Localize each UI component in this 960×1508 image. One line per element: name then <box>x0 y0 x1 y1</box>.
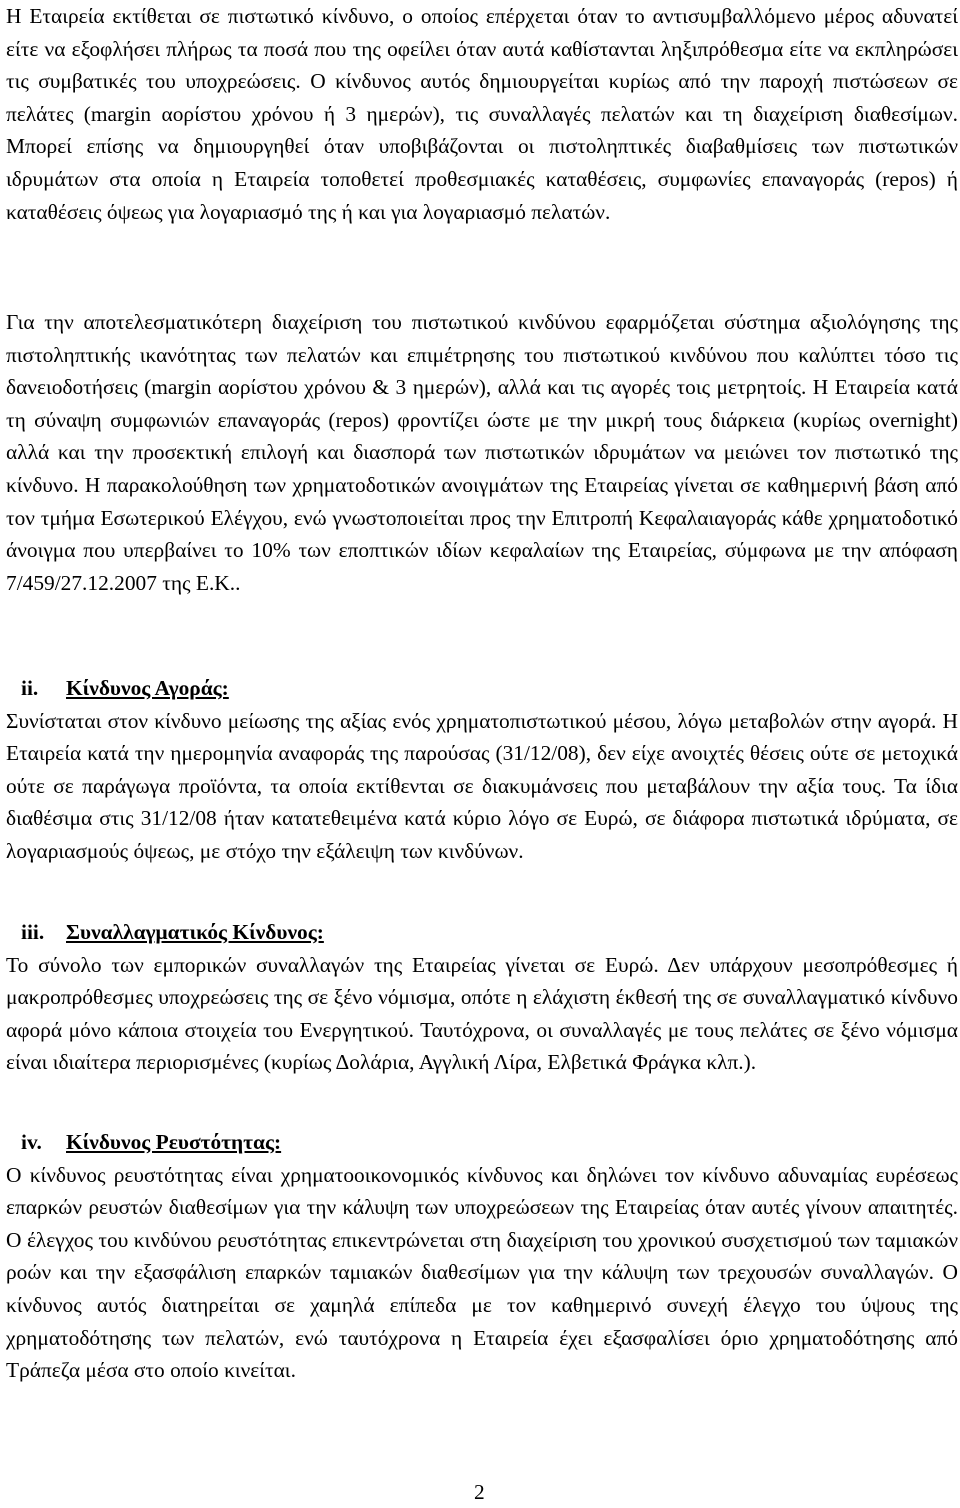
paragraph-credit-risk-intro: Η Εταιρεία εκτίθεται σε πιστωτικό κίνδυνο, ο οποίος επέρχεται όταν το αντισυμβαλλόμενο μέρος αδυνατεί είτε να εξοφλήσει πλήρως τα ποσά που της οφείλει όταν αυτά καθίστανται ληξιπρόθεσμα είτε να εκπληρώσει τις συμβατικές του υποχρεώσεις. Ο κίνδυνος αυτός δημιουργείται κυρίως από την παροχή πιστώσεων σε πελάτες (margin αορίστου χρόνου ή 3 ημερών), τις συναλλαγές πελατών και τη διαχείριση διαθεσίμων. Μπορεί επίσης να δημιουργηθεί όταν υποβιβάζονται οι πιστοληπτικές διαβαθμίσεις των πιστωτικών ιδρυμάτων στα οποία η Εταιρεία τοποθετεί προθεσμιακές καταθέσεις, συμφωνίες επαναγοράς (repos) ή καταθέσεις όψεως για λογαριασμό της ή και για λογαριασμό πελατών. <box>6 4 958 224</box>
section-body: Συνίσταται στον κίνδυνο μείωσης της αξίας ενός χρηματοπιστωτικού μέσου, λόγω μεταβολών στην αγορά. Η Εταιρεία κατά την ημερομηνία αναφοράς της παρούσας (31/12/08), δεν είχε ανοιχτές θέσεις ούτε σε μετοχικά ούτε σε παράγωγα προϊόντα, τα οποία εκτίθενται σε διακυμάνσεις που μεταβάλουν την αξία τους. Τα ίδια διαθέσιμα στις 31/12/08 ήταν κατατεθειμένα κατά κύριο λόγο σε Ευρώ, σε διάφορα πιστωτικά ιδρύματα, σε λογαριασμούς όψεως, με στόχο την εξάλειψη των κινδύνων. <box>6 708 958 863</box>
section-number: iv. <box>21 1130 42 1154</box>
page-number: 2 <box>474 1480 485 1504</box>
section-heading <box>6 1126 958 1159</box>
section-number: ii. <box>21 676 39 700</box>
section-body: Ο κίνδυνος ρευστότητας είναι χρηματοοικονομικός κίνδυνος και δηλώνει τον κίνδυνο αδυναμίας ευρέσεως επαρκών ρευστών διαθεσίμων για την κάλυψη των υποχρεώσεων της Εταιρείας όταν αυτές γίνουν απαιτητές. Ο έλεγχος του κινδύνου ρευστότητας επικεντρώνεται στη διαχείριση του χρονικού συσχετισμού των ταμιακών ροών και την εξασφάλιση επαρκών ταμιακών διαθεσίμων για την κάλυψη των τρεχουσών συναλλαγών. Ο κίνδυνος αυτός διατηρείται σε χαμηλά επίπεδα με τον καθημερινό συνεχή έλεγχο του ύψους της χρηματοδότησης των πελατών, ενώ ταυτόχρονα η Εταιρεία έχει εξασφαλίσει όριο χρηματοδότησης από Τράπεζα μέσα στο οποίο κινείται. <box>6 1162 958 1383</box>
section-liquidity-risk <box>6 1126 958 1387</box>
section-body: Το σύνολο των εμπορικών συναλλαγών της Εταιρείας γίνεται σε Ευρώ. Δεν υπάρχουν μεσοπρόθεσμες ή μακροπρόθεσμες υποχρεώσεις της σε ξένο νόμισμα, οπότε η ελάχιστη έκθεσή της σε συναλλαγματικό κίνδυνο αφορά μόνο κάποια στοιχεία του Ενεργητικού. Ταυτόχρονα, οι συναλλαγές με τους πελάτες σε ξένο νόμισμα είναι ιδιαίτερα περιορισμένες (κυρίως Δολάρια, Αγγλική Λίρα, Ελβετικά Φράγκα κλπ.). <box>6 952 958 1075</box>
section-title: Κίνδυνος Αγοράς: <box>66 676 229 700</box>
paragraph-credit-risk-management: Για την αποτελεσματικότερη διαχείριση του πιστωτικού κινδύνου εφαρμόζεται σύστημα αξιολόγησης της πιστοληπτικής ικανότητας των πελατών και επιμέτρησης του πιστωτικού κινδύνου που καλύπτει τόσο τις δανειοδοτήσεις (margin αορίστου χρόνου & 3 ημερών), αλλά και τις αγορές τοις μετρητοίς. Η Εταιρεία κατά τη σύναψη συμφωνιών επαναγοράς (repos) φροντίζει ώστε με την μικρή τους διάρκεια (κυρίως overnight) αλλά και την προσεκτική επιλογή και διασπορά των πιστωτικών ιδρυμάτων να μειώνει τον πιστωτικό της κίνδυνο. Η παρακολούθηση των χρηματοδοτικών ανοιγμάτων της Εταιρείας γίνεται σε καθημερινή βάση από τον τμήμα Εσωτερικού Ελέγχου, ενώ γνωστοποιείται προς την Επιτροπή Κεφαλαιαγοράς κάθε χρηματοδοτικό άνοιγμα που υπερβαίνει το 10% των εποπτικών ιδίων κεφαλαίων της Εταιρείας, σύμφωνα με την απόφαση 7/459/27.12.2007 της Ε.Κ.. <box>6 310 958 595</box>
section-heading <box>6 672 958 705</box>
section-heading <box>6 916 958 949</box>
section-title: Συναλλαγματικός Κίνδυνος: <box>66 920 324 944</box>
section-market-risk <box>6 672 958 868</box>
section-number: iii. <box>21 920 45 944</box>
section-title: Κίνδυνος Ρευστότητας: <box>66 1130 282 1154</box>
section-fx-risk <box>6 916 958 1079</box>
